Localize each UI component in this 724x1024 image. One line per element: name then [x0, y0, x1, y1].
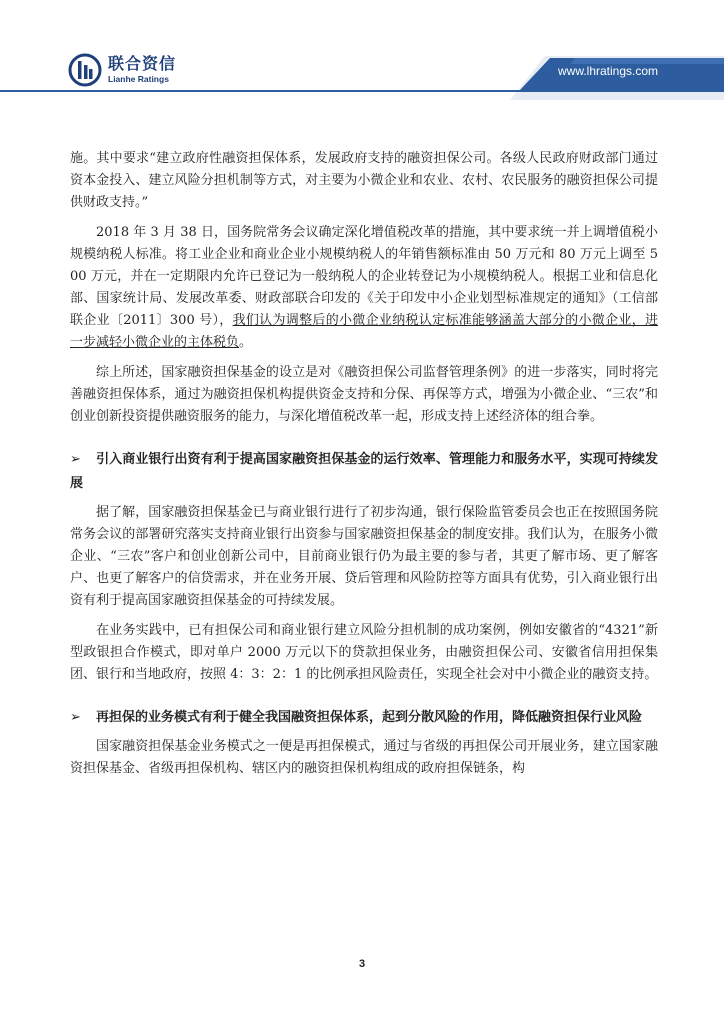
logo-icon: [68, 53, 102, 87]
section-heading-text: 引入商业银行出资有利于提高国家融资担保基金的运行效率、管理能力和服务水平，实现可持续发展: [70, 452, 658, 491]
paragraph-text: 2018 年 3 月 38 日，国务院常务会议确定深化增值税改革的措施，其中要求统一并上调增值税小规模纳税人标准。将工业企业和商业企业小规模纳税人的年销售额标准由 50 万元和 80 万元上调至 500 万元，并在一定期限内允许已登记为一般纳税人的企业转登记为小规模纳税人。根据工业和信息化部、国家统计局、发展改革委、财政部联合印发的《关于印发中小企业划型标准规定的通知》（工信部联企业〔2011〕300 号），: [70, 225, 658, 328]
website-url[interactable]: www.lhratings.com: [558, 64, 659, 78]
section-heading-text: 再担保的业务模式有利于健全我国融资担保体系，起到分散风险的作用，降低融资担保行业风险: [96, 710, 643, 725]
document-body: [70, 148, 658, 788]
company-logo: [68, 53, 176, 87]
paragraph-text-end: 。: [239, 335, 253, 350]
paragraph: 在业务实践中，已有担保公司和商业银行建立风险分担机制的成功案例，例如安徽省的“4321”新型政银担合作模式，即对单户 2000 万元以下的贷款担保业务，由融资担保公司、安徽省信用担保集团、银行和当地政府，按照 4：3：2：1 的比例承担风险责任，实现全社会对中小微企业的融资支持。: [70, 623, 658, 682]
paragraph: 综上所述，国家融资担保基金的设立是对《融资担保公司监督管理条例》的进一步落实，同时将完善融资担保体系，通过为融资担保机构提供资金支持和分保、再保等方式，增强为小微企业、“三农”和创业创新投资提供融资服务的能力，与深化增值税改革一起，形成支持上述经济体的组合拳。: [70, 365, 658, 424]
logo-english-name: Lianhe Ratings: [108, 74, 169, 85]
paragraph: 据了解，国家融资担保基金已与商业银行进行了初步沟通，银行保险监管委员会也正在按照国务院常务会议的部署研究落实支持商业银行出资参与国家融资担保基金的制度安排。我们认为，在服务小微企业、“三农”客户和创业创新公司中，目前商业银行仍为最主要的参与者，其更了解市场、更了解客户、也更了解客户的信贷需求，并在业务开展、贷后管理和风险防控等方面具有优势，引入商业银行出资有利于提高国家融资担保基金的可持续发展。: [70, 505, 658, 608]
page-number: 3: [358, 958, 366, 970]
section-heading: [70, 448, 658, 496]
page-header: [0, 0, 724, 100]
paragraph: [70, 222, 658, 354]
bullet-arrow-icon: ➢: [70, 710, 81, 725]
paragraph: 施。其中要求“建立政府性融资担保体系，发展政府支持的融资担保公司。各级人民政府财政部门通过资本金投入、建立风险分担机制等方式，对主要为小微企业和农业、农村、农民服务的融资担保公司提供财政支持。”: [70, 151, 658, 210]
logo-chinese-name: 联合资信: [108, 54, 177, 74]
paragraph: 国家融资担保基金业务模式之一便是再担保模式，通过与省级的再担保公司开展业务，建立国家融资担保基金、省级再担保机构、辖区内的融资担保机构组成的政府担保链条，构: [70, 739, 658, 776]
bullet-arrow-icon: ➢: [70, 452, 81, 467]
section-heading: [70, 706, 658, 730]
underlined-conclusion: 我们认为调整后的小微企业纳税认定标准能够涵盖大部分的小微企业，进一步减轻小微企业的主体税负: [70, 313, 658, 350]
